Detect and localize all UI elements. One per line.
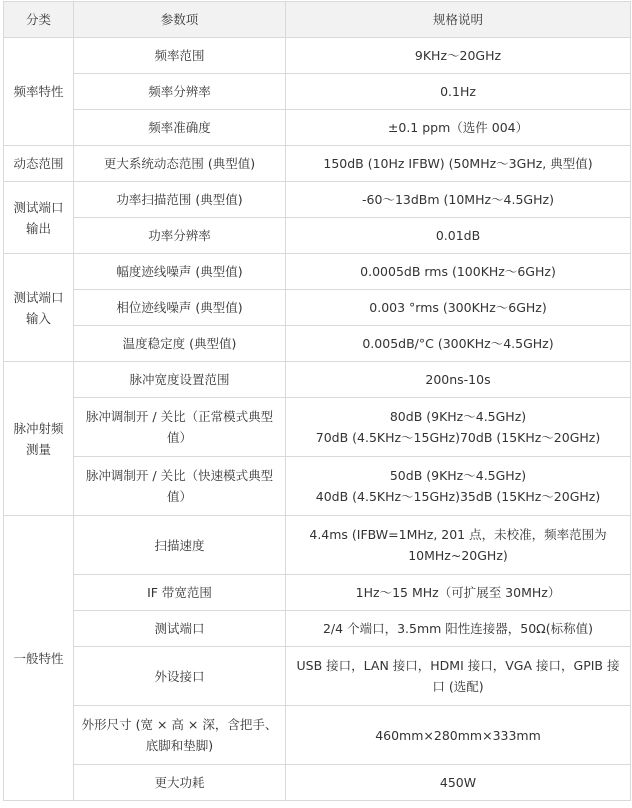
- spec-line: 9KHz～20GHz: [414, 48, 502, 63]
- header-category: 分类: [4, 2, 74, 38]
- spec-cell: [286, 611, 631, 647]
- spec-cell: [286, 516, 631, 575]
- category-cell: 测试端口输出: [4, 182, 74, 254]
- table-row: [4, 254, 631, 290]
- spec-cell: [286, 182, 631, 218]
- category-cell: 动态范围: [4, 146, 74, 182]
- spec-cell: [286, 647, 631, 706]
- param-cell: 幅度迹线噪声 (典型值): [74, 254, 286, 290]
- spec-cell: [286, 457, 631, 516]
- table-row: [4, 706, 631, 765]
- param-cell: IF 带宽范围: [74, 575, 286, 611]
- table-row: [4, 611, 631, 647]
- spec-cell: [286, 146, 631, 182]
- spec-line: 0.005dB/°C (300KHz～4.5GHz): [362, 336, 554, 351]
- param-cell: 测试端口: [74, 611, 286, 647]
- spec-cell: [286, 74, 631, 110]
- spec-line: 4.4ms (IFBW=1MHz, 201 点，未校准，频率范围为 10MHz~20GHz): [309, 527, 607, 563]
- spec-cell: [286, 254, 631, 290]
- table-row: [4, 110, 631, 146]
- spec-table: [3, 1, 631, 801]
- table-row: [4, 398, 631, 457]
- table-row: [4, 74, 631, 110]
- param-cell: 外设接口: [74, 647, 286, 706]
- param-cell: 扫描速度: [74, 516, 286, 575]
- param-cell: 外形尺寸 (宽 × 高 × 深，含把手、底脚和垫脚): [74, 706, 286, 765]
- spec-line: 200ns-10s: [425, 372, 491, 387]
- spec-line: 0.003 °rms (300KHz～6GHz): [369, 300, 547, 315]
- spec-cell: [286, 706, 631, 765]
- spec-line: 460mm×280mm×333mm: [375, 727, 541, 743]
- spec-line: 1Hz～15 MHz（可扩展至 30MHz）: [355, 585, 561, 600]
- spec-line: -60～13dBm (10MHz～4.5GHz): [362, 192, 554, 207]
- spec-line: 50dB (9KHz～4.5GHz): [389, 468, 527, 483]
- spec-line: 40dB (4.5KHz～15GHz)35dB (15KHz～20GHz): [315, 489, 601, 504]
- table-row: [4, 38, 631, 74]
- param-cell: 脉冲调制开 / 关比（正常模式典型值）: [74, 398, 286, 457]
- table-row: [4, 218, 631, 254]
- table-row: [4, 516, 631, 575]
- table-row: [4, 182, 631, 218]
- param-cell: 功率扫描范围 (典型值): [74, 182, 286, 218]
- header-param: 参数项: [74, 2, 286, 38]
- spec-line: 150dB (10Hz IFBW) (50MHz～3GHz, 典型值): [323, 156, 593, 171]
- spec-line: 0.01dB: [435, 228, 481, 243]
- spec-line: 0.1Hz: [440, 84, 476, 99]
- table-row: [4, 290, 631, 326]
- spec-cell: [286, 110, 631, 146]
- param-cell: 更大功耗: [74, 765, 286, 801]
- table-row: [4, 575, 631, 611]
- table-row: [4, 457, 631, 516]
- table-row: [4, 146, 631, 182]
- param-cell: 相位迹线噪声 (典型值): [74, 290, 286, 326]
- param-cell: 频率范围: [74, 38, 286, 74]
- spec-cell: [286, 362, 631, 398]
- spec-line: 450W: [439, 775, 477, 790]
- table-row: [4, 765, 631, 801]
- param-cell: 功率分辨率: [74, 218, 286, 254]
- table-header-row: [4, 2, 631, 38]
- header-spec: 规格说明: [286, 2, 631, 38]
- spec-cell: [286, 290, 631, 326]
- param-cell: 频率分辨率: [74, 74, 286, 110]
- spec-line: 2/4 个端口，3.5mm 阳性连接器，50Ω(标称值): [322, 621, 593, 636]
- spec-cell: [286, 765, 631, 801]
- param-cell: 温度稳定度 (典型值): [74, 326, 286, 362]
- category-cell: 脉冲射频测量: [4, 362, 74, 516]
- param-cell: 更大系统动态范围 (典型值): [74, 146, 286, 182]
- spec-cell: [286, 398, 631, 457]
- table-row: [4, 326, 631, 362]
- param-cell: 脉冲调制开 / 关比（快速模式典型值）: [74, 457, 286, 516]
- spec-cell: [286, 38, 631, 74]
- param-cell: 频率准确度: [74, 110, 286, 146]
- spec-line: USB 接口，LAN 接口，HDMI 接口，VGA 接口，GPIB 接口 (选配): [296, 658, 620, 694]
- spec-cell: [286, 575, 631, 611]
- table-row: [4, 362, 631, 398]
- category-cell: 一般特性: [4, 516, 74, 801]
- spec-cell: [286, 326, 631, 362]
- table-row: [4, 647, 631, 706]
- spec-cell: [286, 218, 631, 254]
- category-cell: 测试端口输入: [4, 254, 74, 362]
- category-cell: 频率特性: [4, 38, 74, 146]
- spec-line: 80dB (9KHz～4.5GHz): [389, 409, 527, 424]
- spec-line: 70dB (4.5KHz～15GHz)70dB (15KHz～20GHz): [315, 430, 601, 445]
- spec-line: 0.0005dB rms (100KHz～6GHz): [360, 264, 556, 279]
- param-cell: 脉冲宽度设置范围: [74, 362, 286, 398]
- spec-line: ±0.1 ppm（选件 004）: [387, 120, 529, 135]
